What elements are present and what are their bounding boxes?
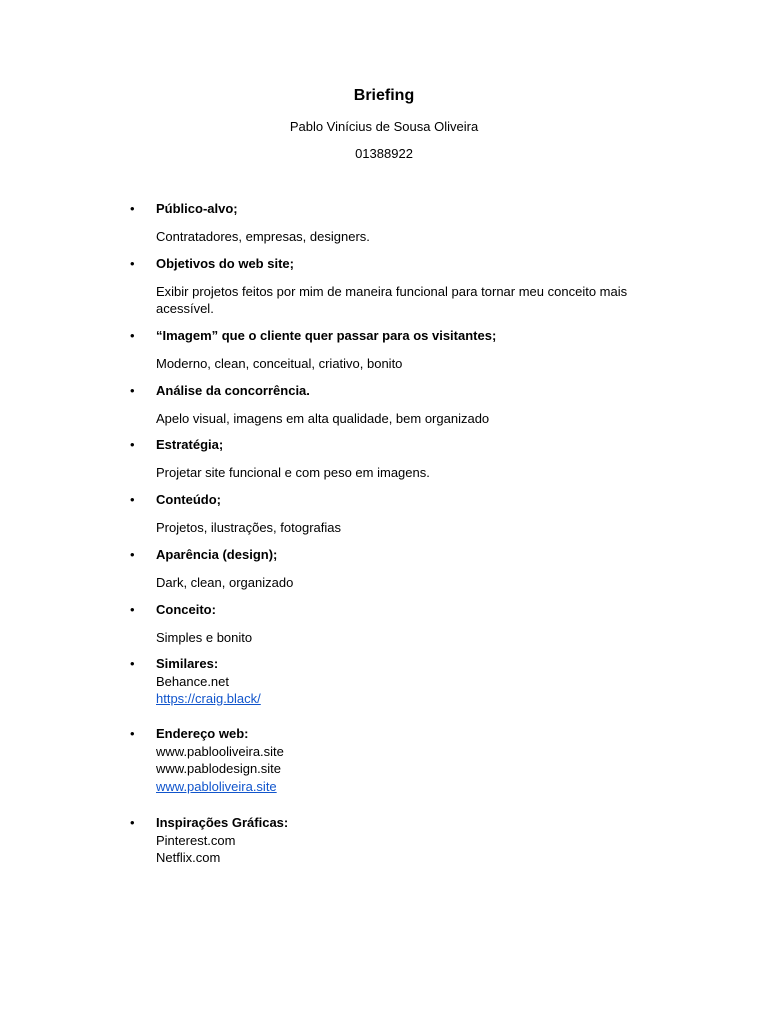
list-item-publico-alvo <box>130 200 656 245</box>
section-text: Projetar site funcional e com peso em imagens. <box>156 464 430 480</box>
section-text: Dark, clean, organizado <box>156 574 294 590</box>
bullet-icon: • <box>130 437 135 452</box>
bullet-icon: • <box>130 815 135 830</box>
section-text: Exibir projetos feitos por mim de maneira funcional para tornar meu conceito mais acessível. <box>156 283 628 316</box>
bullet-icon: • <box>130 726 135 741</box>
section-text: Apelo visual, imagens em alta qualidade, bem organizado <box>156 410 490 426</box>
section-heading: Público-alvo; <box>156 201 238 216</box>
web-address-link[interactable]: www.pabloliveira.site <box>156 778 277 794</box>
section-text: Projetos, ilustrações, fotografias <box>156 519 341 535</box>
section-heading: Análise da concorrência. <box>156 383 310 398</box>
list-item-estrategia <box>130 436 656 481</box>
section-heading: “Imagem” que o cliente quer passar para os visitantes; <box>156 328 497 343</box>
list-item-inspiracoes <box>130 814 656 867</box>
section-heading: Conceito: <box>156 602 216 617</box>
list-item-objetivos <box>130 255 656 318</box>
web-address: www.pablodesign.site <box>156 761 282 776</box>
list-item-concorrencia <box>130 382 656 427</box>
similar-site: Behance.net <box>156 673 230 689</box>
section-heading: Objetivos do web site; <box>156 256 294 271</box>
bullet-icon: • <box>130 201 135 216</box>
student-id: 01388922 <box>355 146 413 161</box>
author-name: Pablo Vinícius de Sousa Oliveira <box>289 119 479 134</box>
section-text: Contratadores, empresas, designers. <box>156 228 370 244</box>
section-heading: Aparência (design); <box>156 547 278 562</box>
bullet-icon: • <box>130 656 135 671</box>
inspiration-site: Netflix.com <box>156 850 221 865</box>
section-heading: Conteúdo; <box>156 492 221 507</box>
inspiration-site: Pinterest.com <box>156 832 236 848</box>
document-title: Briefing <box>353 87 415 104</box>
section-heading: Endereço web: <box>156 726 249 741</box>
bullet-icon: • <box>130 256 135 271</box>
section-text: Simples e bonito <box>156 629 253 645</box>
bullet-icon: • <box>130 328 135 343</box>
section-heading: Similares: <box>156 656 219 671</box>
web-address: www.pablooliveira.site <box>156 743 284 759</box>
section-text: Moderno, clean, conceitual, criativo, bonito <box>156 355 403 371</box>
section-heading: Estratégia; <box>156 437 224 452</box>
list-item-imagem <box>130 327 656 372</box>
list-item-conteudo <box>130 491 656 536</box>
list-item-similares <box>130 655 656 708</box>
list-item-aparencia <box>130 546 656 591</box>
bullet-icon: • <box>130 492 135 507</box>
list-item-conceito <box>130 601 656 646</box>
bullet-icon: • <box>130 547 135 562</box>
bullet-icon: • <box>130 383 135 398</box>
similar-site-link[interactable]: https://craig.black/ <box>156 691 261 706</box>
list-item-endereco <box>130 725 656 795</box>
section-heading: Inspirações Gráficas: <box>156 815 289 830</box>
bullet-icon: • <box>130 602 135 617</box>
